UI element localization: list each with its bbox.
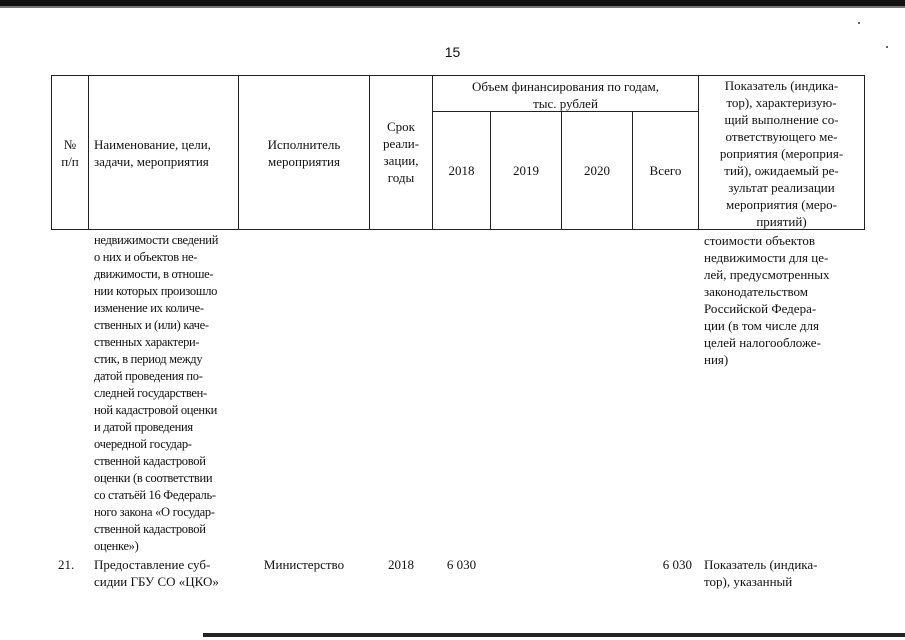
continued-row-indicator: стоимости объектов недвижимости для це- лей, предусмотренных законодательством Российской Федера- ции (в том числе для целей налогообложе- ния): [704, 233, 830, 367]
row-21-total: 6 030: [662, 557, 692, 572]
scan-bottom-border: [203, 633, 905, 637]
continued-row-name: недвижимости сведений о них и объектов не- движимости, в отноше- нии которых произошло изменение их количе- ственных и (или) каче- ственных характери- стик, в период между датой проведения по- следней государствен- ной кадастровой оценки и датой проведения очередной государ- ственной кадастровой оценки (в соответствии со статьёй 16 Федераль- ного закона «О государ- ственной кадастровой оценке»): [94, 233, 219, 553]
row-21-name: Предоставление суб- сидии ГБУ СО «ЦКО»: [94, 557, 219, 589]
header-year-2018: 2018: [448, 163, 475, 178]
page-number: 15: [444, 44, 461, 60]
header-funding: Объем финансирования по годам, тыс. рублей: [471, 79, 660, 111]
row-21-executor: Министерство: [263, 557, 345, 572]
scan-speck: [858, 22, 860, 24]
header-total: Всего: [649, 163, 682, 178]
header-name: Наименование, цели, задачи, мероприятия: [94, 137, 211, 169]
row-21-2018: 6 030: [446, 557, 477, 572]
row-21-term: 2018: [388, 557, 414, 572]
header-executor: Исполнитель мероприятия: [267, 137, 341, 169]
header-term: Срок реали- зации, годы: [382, 119, 420, 185]
header-num: № п/п: [61, 137, 79, 169]
header-year-2020: 2020: [584, 163, 610, 178]
row-21-num: 21.: [58, 557, 75, 572]
header-year-2019: 2019: [513, 163, 539, 178]
header-indicator: Показатель (индика- тор), характеризую- щий выполнение со- ответствующего ме- роприятия (мероприя- тий), ожидаемый ре- зультат реализации мероприятия (меро- приятий): [719, 78, 844, 229]
row-21-indicator: Показатель (индика- тор), указанный: [704, 557, 818, 589]
scan-top-border-shadow: [0, 6, 905, 8]
